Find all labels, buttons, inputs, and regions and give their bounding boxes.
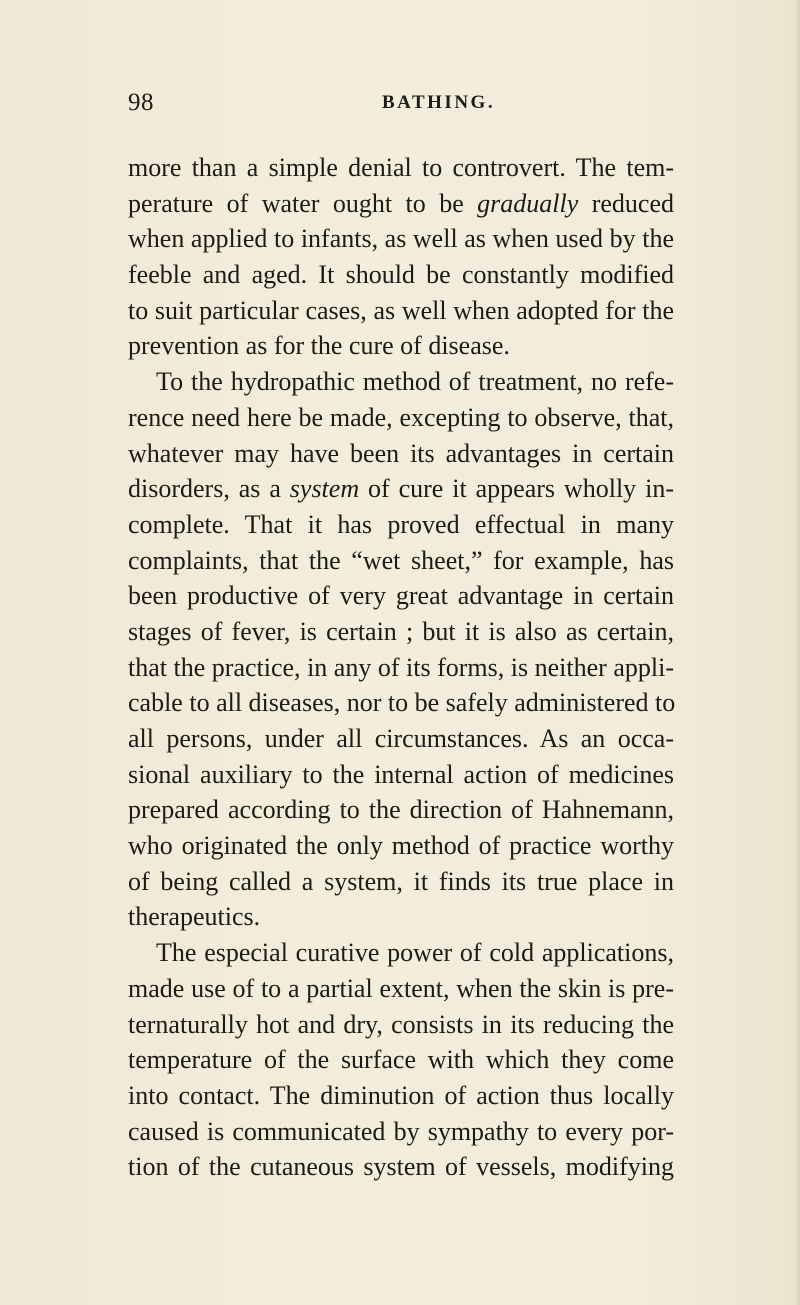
text-segment: of cure it appears wholly in- xyxy=(359,474,674,504)
text-line: temperature of the surface with which they come xyxy=(128,1045,674,1075)
text-line: to suit particular cases, as well when adopted for the xyxy=(128,295,674,325)
text-line: into contact. The diminution of action thus locally xyxy=(128,1080,674,1110)
text-line: when applied to infants, as well as when used by the xyxy=(128,224,674,254)
text-line xyxy=(128,186,674,222)
text-line: prepared according to the direction of Hahnemann, xyxy=(128,795,674,825)
text-line: more than a simple denial to controvert. The tem- xyxy=(128,153,674,182)
text-line: that the practice, in any of its forms, is neither appli- xyxy=(128,652,674,682)
page-number: 98 xyxy=(128,89,154,116)
text-line: complaints, that the “wet sheet,” for example, has xyxy=(128,545,674,575)
text-line: of being called a system, it finds its true place in xyxy=(128,866,674,896)
page-header xyxy=(128,88,674,118)
text-line: sional auxiliary to the internal action of medicines xyxy=(128,759,674,789)
text-line: stages of fever, is certain ; but it is also as certain, xyxy=(128,616,674,646)
body-text xyxy=(128,150,674,1185)
running-head: BATHING. xyxy=(382,92,496,113)
italic-emphasis: gradually xyxy=(477,188,579,218)
italic-emphasis: system xyxy=(289,474,360,504)
text-line: prevention as for the cure of disease. xyxy=(128,331,510,361)
text-line: whatever may have been its advantages in certain xyxy=(128,438,674,468)
text-line: been productive of very great advantage in certain xyxy=(128,581,674,611)
text-segment: disorders, as a xyxy=(128,474,290,504)
text-line: feeble and aged. It should be constantly modified xyxy=(128,260,674,290)
page-edge-shadow xyxy=(794,0,800,1305)
text-line: cable to all diseases, nor to be safely administered to xyxy=(128,688,676,718)
text-line xyxy=(128,471,674,507)
text-line: The especial curative power of cold applications, xyxy=(156,938,674,968)
text-line: ternaturally hot and dry, consists in its reducing the xyxy=(128,1009,674,1039)
text-line: rence need here be made, excepting to observe, that, xyxy=(128,402,674,432)
text-line: complete. That it has proved effectual in many xyxy=(128,509,674,539)
text-line: made use of to a partial extent, when the skin is pre- xyxy=(128,973,674,1003)
text-segment: reduced xyxy=(578,188,674,218)
text-line: tion of the cutaneous system of vessels, modifying xyxy=(128,1152,674,1182)
text-line: all persons, under all circumstances. As an occa- xyxy=(128,724,674,753)
text-segment: perature of water ought to be xyxy=(128,188,478,218)
text-line: caused is communicated by sympathy to every por- xyxy=(128,1116,674,1146)
text-line: To the hydropathic method of treatment, no refe- xyxy=(156,367,674,397)
text-line: therapeutics. xyxy=(128,902,261,932)
text-line: who originated the only method of practice worthy xyxy=(128,831,674,861)
